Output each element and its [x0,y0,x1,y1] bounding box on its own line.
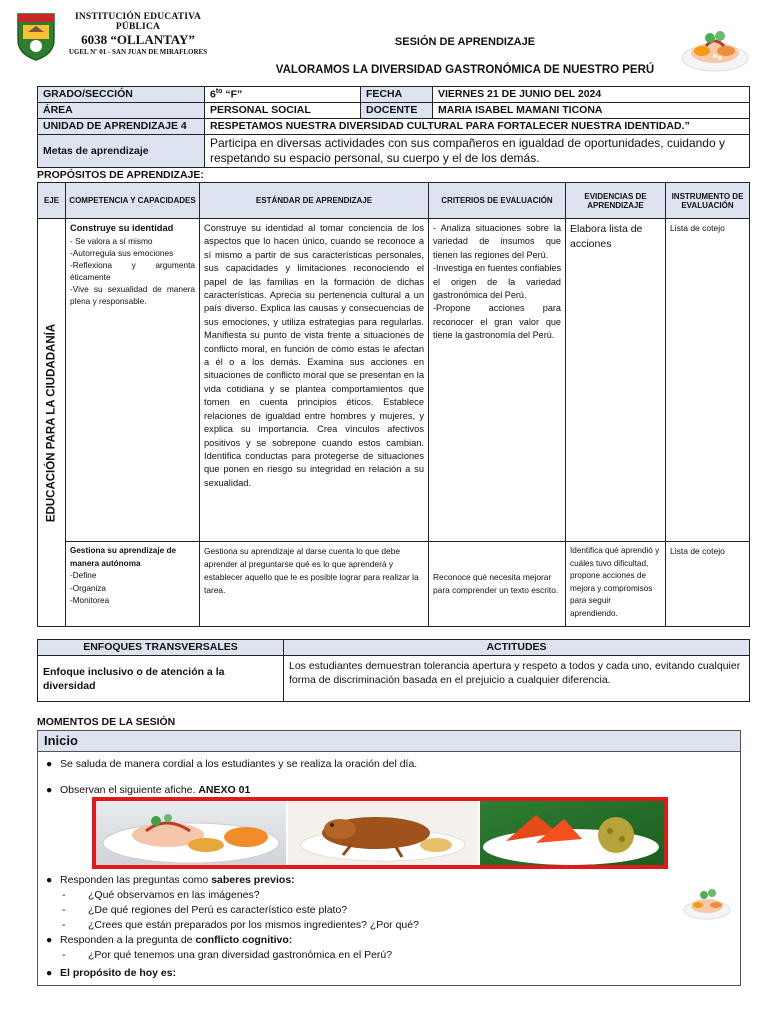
unidad-label: UNIDAD DE APRENDIZAJE 4 [38,119,205,135]
competencia-title-2: Gestiona su aprendizaje de manera autónoma [70,546,177,568]
grado-superscript: to [215,88,223,95]
eje-label: EDUCACIÓN PARA LA CIUDADANÍA [44,323,57,522]
instrumento-cell-2: Lista de cotejo [666,542,750,627]
ceviche-dish-image [680,18,750,74]
grado-section: “F” [222,88,243,101]
momentos-label: MOMENTOS DE LA SESIÓN [37,716,176,728]
eje-cell [38,219,66,627]
unidad-value: RESPETAMOS NUESTRA DIVERSIDAD CULTURAL PARA FORTALECER NUESTRA IDENTIDAD.” [205,119,750,135]
grado-value [205,87,361,103]
instrumento-cell-1: Lista de cotejo [666,219,750,542]
session-line-5-text: El propósito de hoy es: [60,967,177,979]
session-line-1 [46,758,417,770]
food-photos-image [96,801,664,865]
bullet-icon: ● [46,758,53,770]
grado-label: GRADO/SECCIÓN [38,87,205,103]
purposes-table [37,182,750,627]
anexo-photo-strip [92,797,668,869]
conflicto-cognitivo-label: conflicto cognitivo: [195,934,293,946]
bullet-icon: ● [46,874,53,886]
inicio-heading: Inicio [38,731,740,752]
session-line-4-text: Responden a la pregunta de [60,934,196,946]
competencia-cell-1 [66,219,200,542]
estandar-cell-2: Gestiona su aprendizaje al darse cuenta lo que debe aprender al preguntarse qué es lo que aprenderá y establecer aquello que le es posible lograr para realizar la tarea. [200,542,429,627]
bullet-icon: ● [46,967,53,979]
session-line-2-text: Observan el siguiente afiche. [60,784,199,796]
question-4-text: ¿Por qué tenemos una gran diversidad gastronómica en el Perú? [88,949,393,961]
criterios-cell-1 [429,219,566,542]
competencia-title-1: Construye su identidad [70,223,174,233]
metas-value: Participa en diversas actividades con sus compañeros en igualdad de oportunidades, cuidando y respetando su espacio personal, su cuerpo y el de los demás. [205,135,750,168]
actitud-value: Los estudiantes demuestran tolerancia apertura y respeto a todos y cada uno, evitando cualquier forma de discriminación basada en el prejuicio a cualquier diferencia. [284,656,750,702]
school-line2: 6038 “OLLANTAY” [81,32,195,47]
estandar-cell-1: Construye su identidad al tomar conciencia de los aspectos que lo hacen único, cuando se reconoce a sí mismo a partir de sus características personales, sus capacidades y limitaciones reconociendo el papel de las familias en la formación de dichas características. Aprecia su pertenencia cultural a un país diverso. Explica las causas y consecuencias de sus emociones, y utiliza estrategias para regularlas. Manifiesta su punto de vista frente a situaciones de conflicto moral, en función de cómo estas le afectan a él o a los demás. Examina sus acciones en situaciones de conflicto moral que se presentan en la vida cotidiana y se plantea comportamientos que tomen en cuenta principios éticos. Establece relaciones de igualdad entre hombres y mujeres, y explica su importancia. Crea vínculos afectivos positivos y se sobrepone cuando estos cambian. Identifica conductas para protegerse de situaciones que ponen en riesgo su integridad en relación a su sexualidad. [200,219,429,542]
school-line1: INSTITUCIÓN EDUCATIVA PÚBLICA [74,12,202,32]
docente-label: DOCENTE [361,103,433,119]
capacidad-item: -Organiza [70,583,106,593]
purposes-label: PROPÓSITOS DE APRENDIZAJE: [37,169,204,181]
grado-number: 6 [210,88,216,101]
bullet-icon: ● [46,784,53,796]
criterio-item: -Investiga en fuentes confiables el origen de la variedad gastronómica del Perú. [433,263,561,301]
evidencia-cell-1: Elabora lista de acciones [566,219,666,542]
question-1 [62,889,260,901]
metas-label: Metas de aprendizaje [38,135,205,168]
header-evidencias: EVIDENCIAS DE APRENDIZAJE [566,183,666,219]
session-line-2 [46,784,250,796]
dash-icon: - [62,889,66,901]
question-3-text: ¿Crees que están preparados por los mismos ingredientes? ¿Por qué? [88,919,419,931]
header-criterios: CRITERIOS DE EVALUACIÓN [429,183,566,219]
document-subtitle: VALORAMOS LA DIVERSIDAD GASTRONÓMICA DE NUESTRO PERÚ [275,64,655,76]
info-table [37,86,750,168]
ceviche-dish-small-image [682,880,732,922]
question-2 [62,904,347,916]
bullet-icon: ● [46,934,53,946]
enfoque-value: Enfoque inclusivo o de atención a la diversidad [38,656,284,702]
capacidad-item: -Vive su sexualidad de manera plena y responsable. [70,284,195,307]
question-1-text: ¿Qué observamos en las imágenes? [88,889,260,901]
header-estandar: ESTÁNDAR DE APRENDIZAJE [200,183,429,219]
area-label: ÁREA [38,103,205,119]
saberes-previos-label: saberes previos: [211,874,295,886]
header-competencia: COMPETENCIA Y CAPACIDADES [66,183,200,219]
fecha-value: VIERNES 21 DE JUNIO DEL 2024 [433,87,750,103]
dash-icon: - [62,919,66,931]
session-box [37,730,741,986]
header-instrumento: INSTRUMENTO DE EVALUACIÓN [666,183,750,219]
capacidad-item: -Monitorea [70,596,110,605]
dash-icon: - [62,949,66,961]
question-3 [62,919,419,931]
question-2-text: ¿De qué regiones del Perú es característico este plato? [88,904,348,916]
criterio-item: - Analiza situaciones sobre la variedad de insumos que tienen las regiones del Perú. [433,223,561,260]
criterio-item: -Propone acciones para reconocer el gran valor que tiene la gastronomía del Perú. [433,303,561,341]
capacidad-item: -Reflexiona y argumenta éticamente [70,260,195,283]
school-name [58,12,218,56]
session-line-3-text: Responden las preguntas como [60,874,212,886]
session-line-3 [46,874,295,886]
evidencia-cell-2: Identifica qué aprendió y cuáles tuvo dificultad, propone acciones de mejora y compromisos para seguir aprendiendo. [566,542,666,627]
capacidad-item: - Se valora a sí mismo [70,236,153,247]
school-line3: UGEL Nº 01 - SAN JUAN DE MIRAFLORES [68,48,208,56]
question-4 [62,949,392,961]
session-line-5 [46,967,176,979]
area-value: PERSONAL SOCIAL [205,103,361,119]
actitudes-header: ACTITUDES [284,640,750,656]
capacidad-item: -Autorregula sus emociones [70,248,174,259]
competencia-cell-2 [66,542,200,627]
enfoques-header: ENFOQUES TRANSVERSALES [38,640,284,656]
fecha-label: FECHA [361,87,433,103]
dash-icon: - [62,904,66,916]
session-line-4 [46,934,292,946]
anexo-label: ANEXO 01 [198,784,251,796]
docente-value: MARIA ISABEL MAMANI TICONA [433,103,750,119]
header-eje: EJE [38,183,66,219]
criterios-cell-2: Reconoce qué necesita mejorar para comprender un texto escrito. [429,542,566,627]
enfoques-table [37,639,750,702]
document-title: SESIÓN DE APRENDIZAJE [394,36,536,48]
session-line-1-text: Se saluda de manera cordial a los estudiantes y se realiza la oración del día. [60,758,418,770]
capacidad-item: -Define [70,571,97,580]
